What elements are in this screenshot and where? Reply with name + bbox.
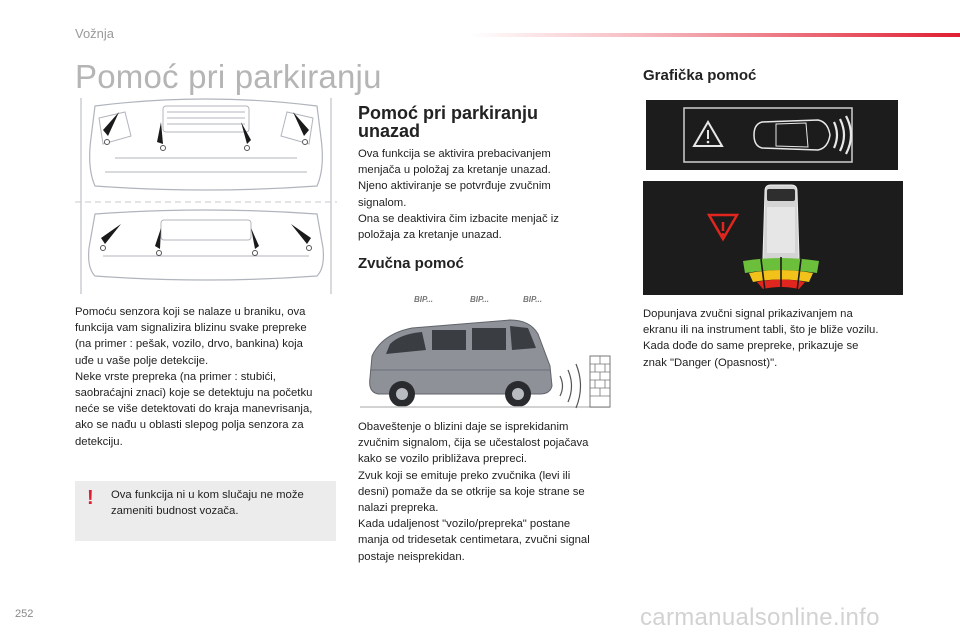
page-title: Pomoć pri parkiranju <box>75 58 382 95</box>
warning-text: Ova funkcija ni u kom slučaju ne može zameniti budnost vozača. <box>111 489 304 518</box>
rear-assist-text: Ova funkcija se aktivira prebacivanjem menjača u položaj za kretanje unazad. Njeno aktiviranje se potvrđuje zvučnim signalom. Ona se deaktivira čim izbacite menjač iz položaja za kretanje unazad. <box>358 148 559 242</box>
warning-box <box>75 481 336 541</box>
graphic-assist-heading: Grafička pomoć <box>643 67 757 84</box>
sound-assist-text: Obaveštenje o blizini daje se isprekidanim zvučnim signalom, čija se učestalost pojačava kako se vozilo približava prepreci. Zvuk koji se emituje preko zvučnika (levi ili desni) pomaže da se otkrije sa koje strane se nalazi prepreka. Kada udaljenost "vozilo/prepreka" postane manja od tridesetak centimetara, zvučni signal postaje neisprekidan. <box>358 421 590 563</box>
sound-assist-heading: Zvučna pomoć <box>358 255 464 272</box>
header-accent-bar <box>470 33 960 37</box>
van-sound-illustration <box>360 290 615 420</box>
beep-label: BIP... <box>523 295 542 304</box>
graphic-assist-text: Dopunjava zvučni signal prikazivanjem na ekranu ili na instrument tabli, što je bliže vozilu. Kada dođe do same prepreke, prikazuje se znak "Danger (Opasnost)". <box>643 308 879 369</box>
watermark: carmanualsonline.info <box>640 604 880 631</box>
rear-assist-heading: Pomoć pri parkiranju unazad <box>358 103 539 141</box>
beep-label: BIP... <box>470 295 489 304</box>
left-description-text: Pomoću senzora koji se nalaze u braniku, ova funkcija vam signalizira blizinu svake prepreke (na primer : pešak, vozilo, drvo, bankina) koja uđe u vaše polje detekcije. Neke vrste prepreka (na primer : stubići, saobraćajni znaci) koje se detektuju na početku neće se više detektovati do kraja manevrisanja, ako se nađu u oblasti slepog polja senzora za detekciju. <box>75 306 313 448</box>
page-number: 252 <box>15 608 34 620</box>
bumper-sensors-illustration <box>75 98 337 294</box>
warning-exclamation-icon: ! <box>87 487 94 509</box>
screen-display-illustration <box>643 181 903 295</box>
header-section-label: Vožnja <box>75 26 115 41</box>
beep-label: BIP... <box>414 295 433 304</box>
instrument-display-illustration <box>646 100 898 170</box>
